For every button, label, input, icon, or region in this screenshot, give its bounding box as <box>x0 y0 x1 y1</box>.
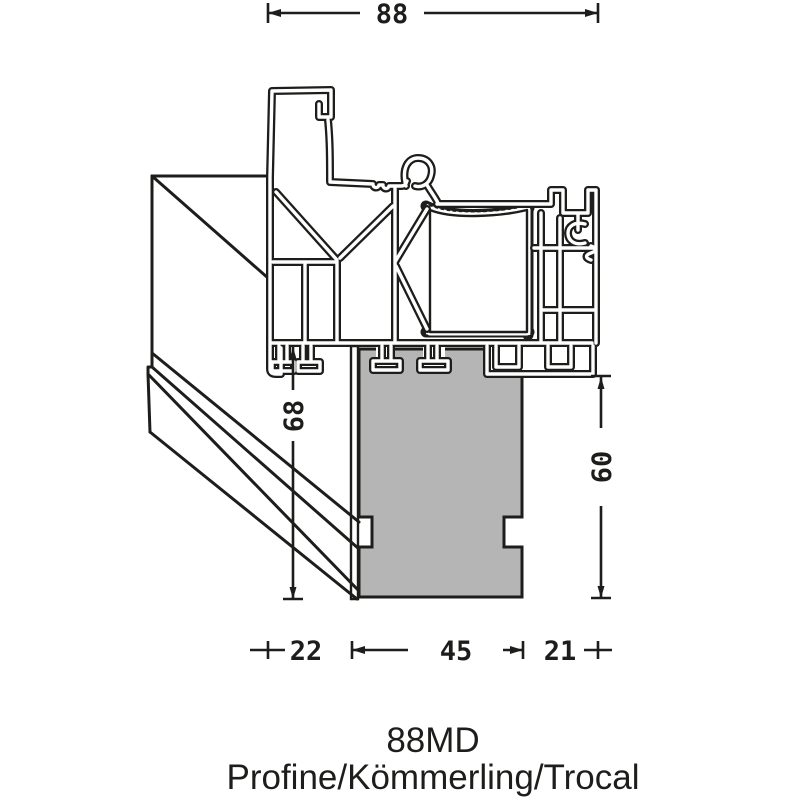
dim-label-seg-right: 21 <box>543 636 577 667</box>
arrow-down-icon <box>598 586 605 598</box>
arrow-up-icon <box>598 377 605 389</box>
dim-label-overall-width: 88 <box>375 0 409 30</box>
dim-label-seg-left: 22 <box>289 636 323 667</box>
arrow-right-icon <box>585 9 598 17</box>
dim-label-seg-mid: 45 <box>439 636 473 667</box>
infill-block <box>359 349 522 597</box>
sill-end-strip <box>351 346 358 599</box>
dimension-right-height <box>587 376 618 598</box>
arrow-right-icon <box>510 646 523 654</box>
arrow-left-icon <box>352 646 365 654</box>
arrow-down-icon <box>290 587 297 599</box>
caption-model: 88MD <box>386 721 480 760</box>
caption-brands: Profine/Kömmerling/Trocal <box>226 758 640 797</box>
infill-panel <box>430 210 527 332</box>
wall-and-sill-lines <box>148 176 359 599</box>
dimension-frame-height <box>279 347 310 599</box>
dimension-overall-width <box>268 0 598 30</box>
arrow-left-icon <box>268 9 281 17</box>
dim-label-frame-height: 68 <box>279 399 310 433</box>
dim-label-right-height: 60 <box>587 450 618 484</box>
dimension-bottom-segments <box>250 636 612 667</box>
